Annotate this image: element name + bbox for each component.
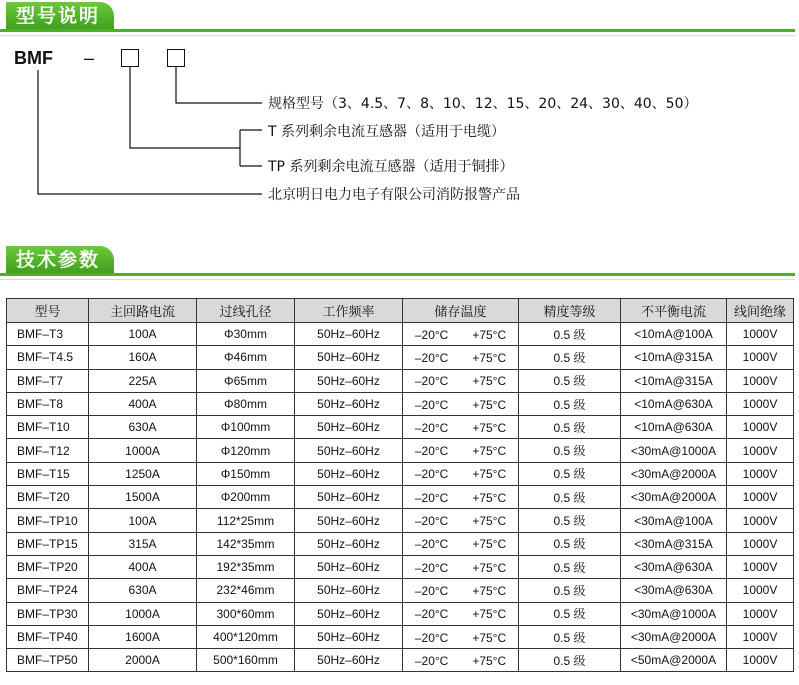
table-body bbox=[7, 323, 794, 672]
table-cell: 0.5 级 bbox=[519, 649, 621, 672]
table-row bbox=[7, 392, 794, 415]
table-cell: 50Hz–60Hz bbox=[295, 625, 403, 648]
table-cell: 192*35mm bbox=[197, 555, 295, 578]
table-row bbox=[7, 416, 794, 439]
table-cell: <10mA@315A bbox=[621, 346, 727, 369]
table-cell: <30mA@2000A bbox=[621, 462, 727, 485]
table-cell: 50Hz–60Hz bbox=[295, 323, 403, 346]
table-cell: BMF–TP30 bbox=[7, 602, 89, 625]
table-cell: 0.5 级 bbox=[519, 369, 621, 392]
table-cell: 1000V bbox=[727, 346, 794, 369]
table-cell: BMF–T4.5 bbox=[7, 346, 89, 369]
table-cell: <10mA@630A bbox=[621, 416, 727, 439]
table-cell: 1000V bbox=[727, 602, 794, 625]
table-cell: –20°C +75°C bbox=[403, 323, 519, 346]
table-row bbox=[7, 532, 794, 555]
table-cell: 0.5 级 bbox=[519, 532, 621, 555]
table-row bbox=[7, 346, 794, 369]
table-row bbox=[7, 555, 794, 578]
table-cell: –20°C +75°C bbox=[403, 486, 519, 509]
connector-maker bbox=[38, 70, 262, 194]
table-cell: <30mA@630A bbox=[621, 555, 727, 578]
table-cell: 500*160mm bbox=[197, 649, 295, 672]
table-cell: 50Hz–60Hz bbox=[295, 346, 403, 369]
column-header: 储存温度 bbox=[403, 299, 519, 323]
table-cell: Φ30mm bbox=[197, 323, 295, 346]
table-cell: <10mA@630A bbox=[621, 392, 727, 415]
table-cell: BMF–T10 bbox=[7, 416, 89, 439]
table-cell: 232*46mm bbox=[197, 579, 295, 602]
table-row bbox=[7, 509, 794, 532]
section-divider-thin bbox=[0, 279, 795, 280]
table-cell: Φ200mm bbox=[197, 486, 295, 509]
table-cell: BMF–T3 bbox=[7, 323, 89, 346]
table-cell: 0.5 级 bbox=[519, 462, 621, 485]
table-cell: 300*60mm bbox=[197, 602, 295, 625]
table-cell: 400*120mm bbox=[197, 625, 295, 648]
table-cell: 50Hz–60Hz bbox=[295, 439, 403, 462]
table-cell: <30mA@1000A bbox=[621, 439, 727, 462]
column-header: 精度等级 bbox=[519, 299, 621, 323]
table-cell: BMF–T20 bbox=[7, 486, 89, 509]
desc-series-t: T 系列剩余电流互感器（适用于电缆） bbox=[268, 124, 506, 140]
table-cell: 0.5 级 bbox=[519, 323, 621, 346]
table-header-row bbox=[7, 299, 794, 323]
table-row bbox=[7, 369, 794, 392]
table-row bbox=[7, 579, 794, 602]
table-cell: 0.5 级 bbox=[519, 486, 621, 509]
table-cell: –20°C +75°C bbox=[403, 579, 519, 602]
table-cell: 50Hz–60Hz bbox=[295, 579, 403, 602]
table-cell: 1000V bbox=[727, 555, 794, 578]
table-row bbox=[7, 602, 794, 625]
table-cell: –20°C +75°C bbox=[403, 392, 519, 415]
column-header: 主回路电流 bbox=[89, 299, 197, 323]
section-title-model: 型号说明 bbox=[6, 2, 114, 30]
table-cell: Φ80mm bbox=[197, 392, 295, 415]
table-cell: Φ120mm bbox=[197, 439, 295, 462]
table-cell: 50Hz–60Hz bbox=[295, 649, 403, 672]
table-cell: <30mA@630A bbox=[621, 579, 727, 602]
table-cell: BMF–TP24 bbox=[7, 579, 89, 602]
table-cell: 0.5 级 bbox=[519, 346, 621, 369]
table-cell: 1000V bbox=[727, 369, 794, 392]
section-header-tech bbox=[0, 246, 799, 276]
table-cell: 1000V bbox=[727, 323, 794, 346]
table-cell: 50Hz–60Hz bbox=[295, 555, 403, 578]
table-cell: 0.5 级 bbox=[519, 625, 621, 648]
table-cell: –20°C +75°C bbox=[403, 532, 519, 555]
model-code-prefix: BMF bbox=[14, 48, 53, 68]
table-cell: 2000A bbox=[89, 649, 197, 672]
table-cell: 0.5 级 bbox=[519, 579, 621, 602]
table-cell: 1000V bbox=[727, 462, 794, 485]
table-cell: –20°C +75°C bbox=[403, 416, 519, 439]
table-cell: Φ100mm bbox=[197, 416, 295, 439]
table-cell: –20°C +75°C bbox=[403, 369, 519, 392]
table-cell: BMF–TP40 bbox=[7, 625, 89, 648]
table-cell: 50Hz–60Hz bbox=[295, 462, 403, 485]
table-cell: 630A bbox=[89, 416, 197, 439]
table-cell: Φ46mm bbox=[197, 346, 295, 369]
table-cell: –20°C +75°C bbox=[403, 462, 519, 485]
table-cell: 142*35mm bbox=[197, 532, 295, 555]
table-row bbox=[7, 625, 794, 648]
desc-spec: 规格型号（3、4.5、7、8、10、12、15、20、24、30、40、50） bbox=[268, 96, 698, 112]
table-cell: <30mA@1000A bbox=[621, 602, 727, 625]
connector-series bbox=[130, 67, 240, 148]
table-cell: 1000V bbox=[727, 579, 794, 602]
table-row bbox=[7, 323, 794, 346]
table-cell: 1000A bbox=[89, 439, 197, 462]
model-code-dash: – bbox=[84, 48, 95, 68]
table-cell: 1000V bbox=[727, 625, 794, 648]
table-cell: –20°C +75°C bbox=[403, 649, 519, 672]
section-divider bbox=[0, 273, 795, 276]
table-cell: 1000A bbox=[89, 602, 197, 625]
table-cell: 0.5 级 bbox=[519, 555, 621, 578]
table-cell: 630A bbox=[89, 579, 197, 602]
params-table bbox=[6, 298, 794, 672]
table-cell: <10mA@100A bbox=[621, 323, 727, 346]
table-cell: Φ65mm bbox=[197, 369, 295, 392]
table-cell: 1600A bbox=[89, 625, 197, 648]
table-cell: 0.5 级 bbox=[519, 602, 621, 625]
table-cell: –20°C +75°C bbox=[403, 509, 519, 532]
table-cell: 50Hz–60Hz bbox=[295, 392, 403, 415]
column-header: 工作频率 bbox=[295, 299, 403, 323]
table-cell: <50mA@2000A bbox=[621, 649, 727, 672]
table-cell: 1500A bbox=[89, 486, 197, 509]
table-cell: BMF–TP10 bbox=[7, 509, 89, 532]
table-cell: 0.5 级 bbox=[519, 392, 621, 415]
table-cell: –20°C +75°C bbox=[403, 625, 519, 648]
table-cell: BMF–T8 bbox=[7, 392, 89, 415]
table-cell: –20°C +75°C bbox=[403, 439, 519, 462]
table-cell: 400A bbox=[89, 555, 197, 578]
table-cell: BMF–T12 bbox=[7, 439, 89, 462]
table-cell: 1000V bbox=[727, 416, 794, 439]
table-cell: 0.5 级 bbox=[519, 416, 621, 439]
table-cell: –20°C +75°C bbox=[403, 602, 519, 625]
table-cell: 400A bbox=[89, 392, 197, 415]
table-cell: BMF–TP50 bbox=[7, 649, 89, 672]
table-cell: BMF–T15 bbox=[7, 462, 89, 485]
column-header: 型号 bbox=[7, 299, 89, 323]
table-cell: 50Hz–60Hz bbox=[295, 602, 403, 625]
column-header: 线间绝缘 bbox=[727, 299, 794, 323]
table-row bbox=[7, 462, 794, 485]
table-cell: 160A bbox=[89, 346, 197, 369]
connector-spec bbox=[176, 67, 262, 103]
table-cell: 50Hz–60Hz bbox=[295, 532, 403, 555]
section-title-tech: 技术参数 bbox=[6, 246, 114, 274]
table-cell: <10mA@315A bbox=[621, 369, 727, 392]
table-cell: 1000V bbox=[727, 649, 794, 672]
table-cell: Φ150mm bbox=[197, 462, 295, 485]
table-cell: –20°C +75°C bbox=[403, 555, 519, 578]
desc-series-tp: TP 系列剩余电流互感器（适用于铜排） bbox=[268, 159, 514, 175]
table-cell: 50Hz–60Hz bbox=[295, 416, 403, 439]
table-cell: 112*25mm bbox=[197, 509, 295, 532]
table-cell: <30mA@315A bbox=[621, 532, 727, 555]
table-cell: <30mA@100A bbox=[621, 509, 727, 532]
table-cell: 100A bbox=[89, 509, 197, 532]
table-cell: 225A bbox=[89, 369, 197, 392]
table-cell: 1000V bbox=[727, 486, 794, 509]
model-diagram-lines bbox=[0, 0, 799, 240]
table-cell: 0.5 级 bbox=[519, 509, 621, 532]
table-cell: 1000V bbox=[727, 439, 794, 462]
table-cell: BMF–TP20 bbox=[7, 555, 89, 578]
column-header: 过线孔径 bbox=[197, 299, 295, 323]
desc-maker: 北京明日电力电子有限公司消防报警产品 bbox=[268, 187, 520, 203]
table-cell: 315A bbox=[89, 532, 197, 555]
table-cell: BMF–T7 bbox=[7, 369, 89, 392]
table-cell: 1000V bbox=[727, 509, 794, 532]
table-cell: <30mA@2000A bbox=[621, 625, 727, 648]
table-cell: –20°C +75°C bbox=[403, 346, 519, 369]
table-cell: 50Hz–60Hz bbox=[295, 509, 403, 532]
column-header: 不平衡电流 bbox=[621, 299, 727, 323]
table-row bbox=[7, 486, 794, 509]
table-row bbox=[7, 649, 794, 672]
table-cell: 50Hz–60Hz bbox=[295, 369, 403, 392]
table-cell: <30mA@2000A bbox=[621, 486, 727, 509]
table-cell: BMF–TP15 bbox=[7, 532, 89, 555]
table-cell: 1000V bbox=[727, 392, 794, 415]
table-cell: 0.5 级 bbox=[519, 439, 621, 462]
table-cell: 1250A bbox=[89, 462, 197, 485]
table-cell: 100A bbox=[89, 323, 197, 346]
table-cell: 1000V bbox=[727, 532, 794, 555]
table-row bbox=[7, 439, 794, 462]
table-cell: 50Hz–60Hz bbox=[295, 486, 403, 509]
